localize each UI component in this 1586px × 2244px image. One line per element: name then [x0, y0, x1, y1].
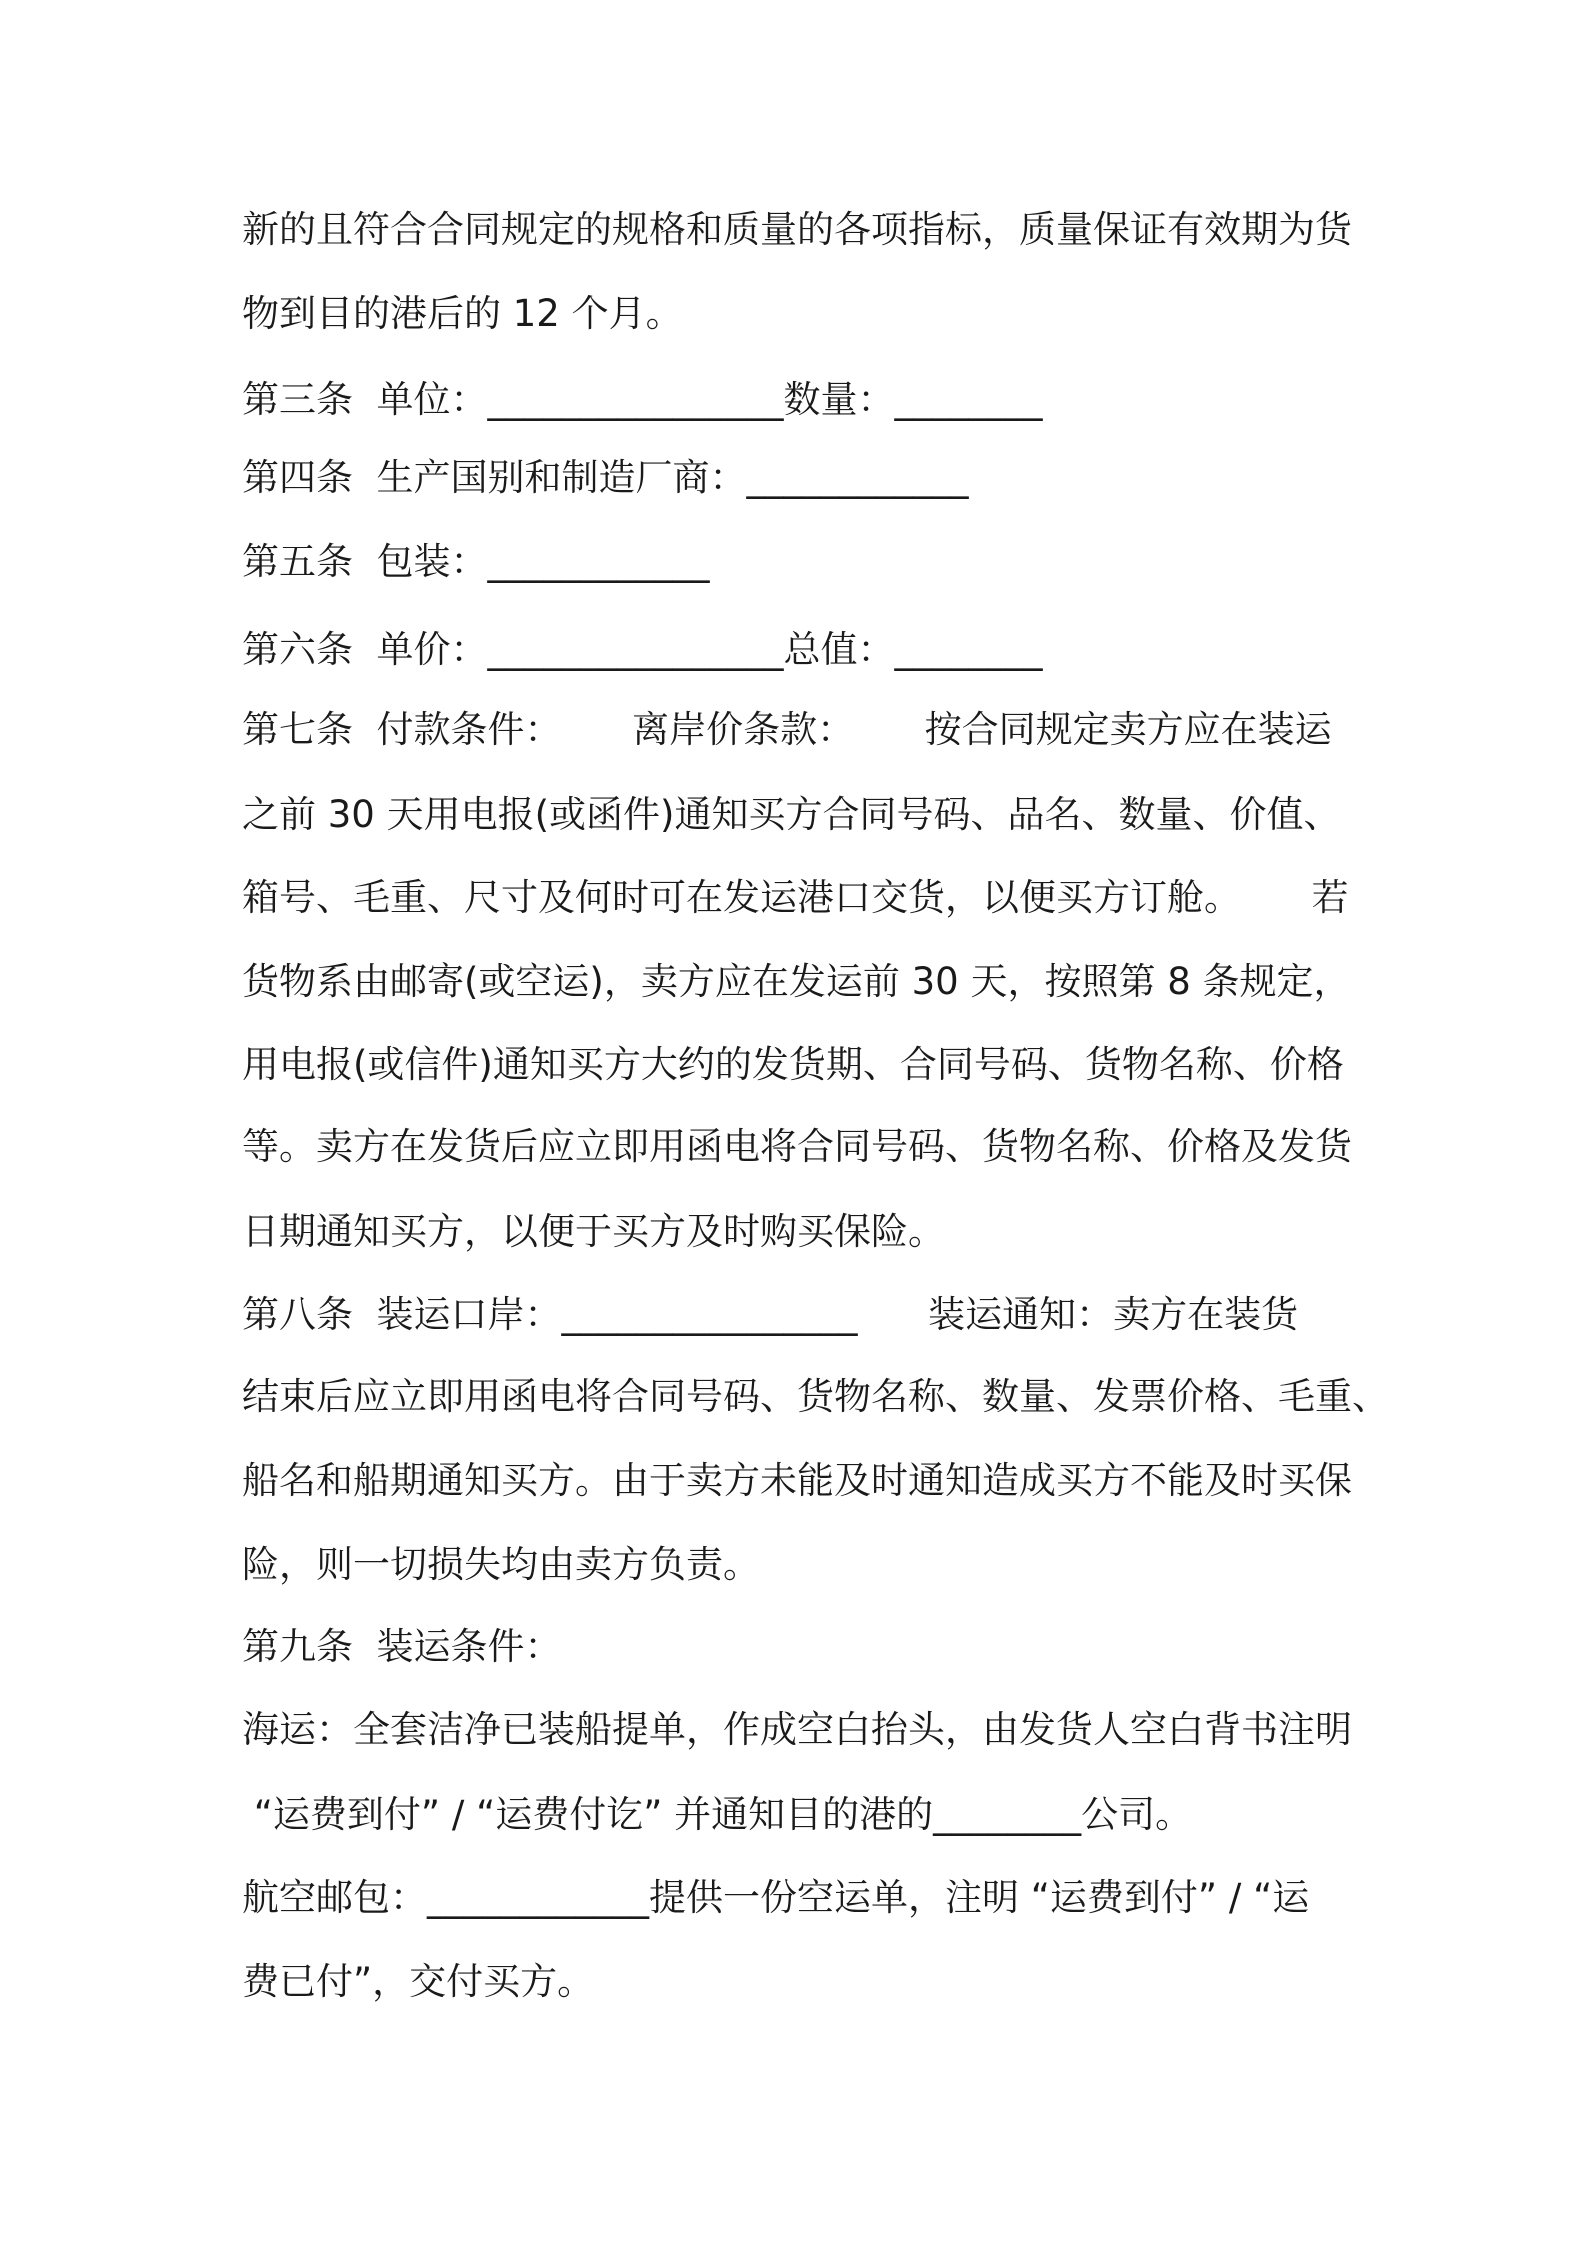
article-4-line: 第四条 生产国别和制造厂商：____________: [242, 456, 969, 499]
article-9-line: 第九条 装运条件：: [242, 1625, 562, 1668]
article-8-line: 第八条 装运口岸：________________ 装运通知：卖方在装货: [242, 1293, 1299, 1336]
text-line-17: 险，则一切损失均由卖方负责。: [242, 1543, 760, 1586]
text-line-10: 货物系由邮寄(或空运)，卖方应在发运前 30 天，按照第 8 条规定，: [242, 960, 1351, 1003]
article-7-line: 第七条 付款条件： 离岸价条款： 按合同规定卖方应在装运: [242, 708, 1332, 751]
text-line-15: 结束后应立即用函电将合同号码、货物名称、数量、发票价格、毛重、: [242, 1375, 1389, 1418]
air-parcel-line: 航空邮包：____________提供一份空运单，注明 “运费到付” / “运: [242, 1876, 1310, 1919]
text-line-9: 箱号、毛重、尺寸及何时可在发运港口交货，以便买方订舱。 若: [242, 876, 1349, 919]
text-line-12: 等。卖方在发货后应立即用函电将合同号码、货物名称、价格及发货: [242, 1125, 1352, 1168]
text-line-1: 新的且符合合同规定的规格和质量的各项指标，质量保证有效期为货: [242, 208, 1352, 251]
article-3-line: 第三条 单位：________________数量：________: [242, 378, 1043, 421]
text-line-16: 船名和船期通知买方。由于卖方未能及时通知造成买方不能及时买保: [242, 1459, 1352, 1502]
text-line-8: 之前 30 天用电报(或函件)通知买方合同号码、品名、数量、价值、: [242, 793, 1341, 836]
text-line-22: 费已付”，交付买方。: [242, 1960, 595, 2003]
sea-transport-line: 海运：全套洁净已装船提单，作成空白抬头，由发货人空白背书注明: [242, 1708, 1352, 1751]
text-line-20: “运费到付” / “运费付讫” 并通知目的港的________公司。: [242, 1793, 1193, 1836]
text-line-11: 用电报(或信件)通知买方大约的发货期、合同号码、货物名称、价格: [242, 1043, 1344, 1086]
article-5-line: 第五条 包装：____________: [242, 540, 710, 583]
text-line-13: 日期通知买方，以便于买方及时购买保险。: [242, 1210, 945, 1253]
article-6-line: 第六条 单价：________________总值：________: [242, 628, 1043, 671]
text-line-2: 物到目的港后的 12 个月。: [242, 292, 683, 335]
